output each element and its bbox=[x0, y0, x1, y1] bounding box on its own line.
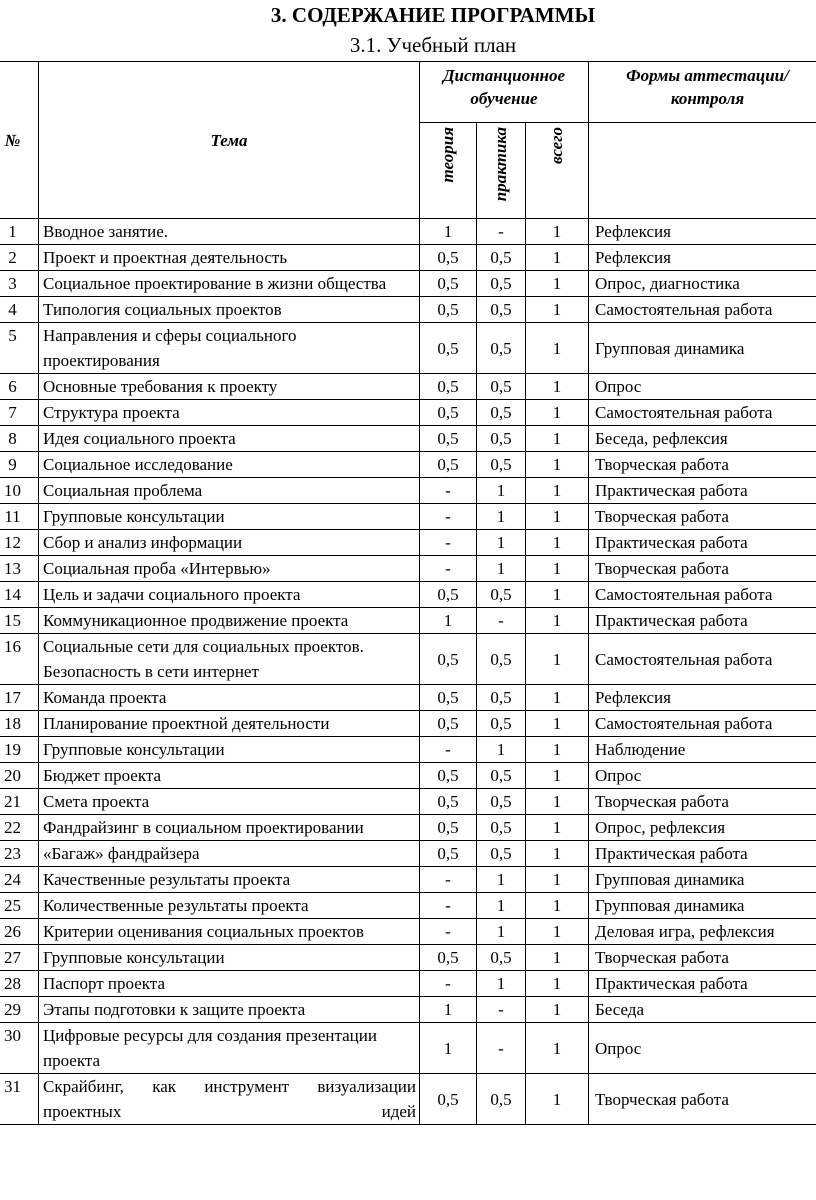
row-total: 1 bbox=[526, 219, 589, 245]
row-total: 1 bbox=[526, 867, 589, 893]
row-total: 1 bbox=[526, 841, 589, 867]
row-total: 1 bbox=[526, 893, 589, 919]
row-form: Беседа bbox=[589, 997, 816, 1023]
table-row bbox=[0, 245, 816, 271]
table-row bbox=[0, 841, 816, 867]
header-forms: Формы аттестации/ контроля bbox=[589, 62, 816, 123]
row-total: 1 bbox=[526, 297, 589, 323]
table-row bbox=[0, 971, 816, 997]
row-number: 30 bbox=[0, 1023, 39, 1074]
row-topic: Команда проекта bbox=[39, 685, 420, 711]
row-theory: - bbox=[420, 737, 477, 763]
row-number: 17 bbox=[0, 685, 39, 711]
table-row bbox=[0, 400, 816, 426]
row-form: Творческая работа bbox=[589, 504, 816, 530]
row-form: Опрос bbox=[589, 763, 816, 789]
row-practice: 0,5 bbox=[477, 245, 526, 271]
row-total: 1 bbox=[526, 711, 589, 737]
row-topic: Количественные результаты проекта bbox=[39, 893, 420, 919]
table-row bbox=[0, 478, 816, 504]
row-practice: 1 bbox=[477, 504, 526, 530]
row-number: 3 bbox=[0, 271, 39, 297]
row-form: Самостоятельная работа bbox=[589, 634, 816, 685]
row-topic: Проект и проектная деятельность bbox=[39, 245, 420, 271]
row-practice: 0,5 bbox=[477, 452, 526, 478]
row-total: 1 bbox=[526, 971, 589, 997]
row-topic: Цель и задачи социального проекта bbox=[39, 582, 420, 608]
row-number: 12 bbox=[0, 530, 39, 556]
row-practice: 0,5 bbox=[477, 789, 526, 815]
curriculum-table-body bbox=[0, 219, 816, 1125]
row-total: 1 bbox=[526, 400, 589, 426]
row-form: Самостоятельная работа bbox=[589, 711, 816, 737]
row-topic: Групповые консультации bbox=[39, 737, 420, 763]
row-total: 1 bbox=[526, 608, 589, 634]
section-title: 3. СОДЕРЖАНИЕ ПРОГРАММЫ bbox=[270, 3, 596, 27]
row-theory: 0,5 bbox=[420, 945, 477, 971]
row-topic: Типология социальных проектов bbox=[39, 297, 420, 323]
table-row bbox=[0, 634, 816, 685]
row-theory: 0,5 bbox=[420, 789, 477, 815]
row-theory: 0,5 bbox=[420, 685, 477, 711]
row-practice: 0,5 bbox=[477, 763, 526, 789]
row-theory: 0,5 bbox=[420, 245, 477, 271]
row-topic: Планирование проектной деятельности bbox=[39, 711, 420, 737]
row-practice: - bbox=[477, 219, 526, 245]
row-total: 1 bbox=[526, 789, 589, 815]
table-row bbox=[0, 919, 816, 945]
row-practice: 0,5 bbox=[477, 374, 526, 400]
row-practice: - bbox=[477, 608, 526, 634]
row-number: 18 bbox=[0, 711, 39, 737]
row-practice: 1 bbox=[477, 530, 526, 556]
row-form: Творческая работа bbox=[589, 945, 816, 971]
row-practice: 0,5 bbox=[477, 685, 526, 711]
row-theory: 1 bbox=[420, 997, 477, 1023]
row-practice: 0,5 bbox=[477, 323, 526, 374]
row-number: 29 bbox=[0, 997, 39, 1023]
row-topic: Социальное проектирование в жизни общества bbox=[39, 271, 420, 297]
row-total: 1 bbox=[526, 478, 589, 504]
row-practice: 0,5 bbox=[477, 1074, 526, 1125]
row-theory: 1 bbox=[420, 608, 477, 634]
row-topic: Скрайбинг, как инструмент визуализации проектных идей bbox=[39, 1074, 420, 1125]
row-total: 1 bbox=[526, 763, 589, 789]
row-practice: - bbox=[477, 997, 526, 1023]
table-row bbox=[0, 815, 816, 841]
row-practice: 0,5 bbox=[477, 815, 526, 841]
row-number: 1 bbox=[0, 219, 39, 245]
table-row bbox=[0, 374, 816, 400]
row-theory: 0,5 bbox=[420, 711, 477, 737]
row-total: 1 bbox=[526, 245, 589, 271]
table-row bbox=[0, 297, 816, 323]
row-theory: 0,5 bbox=[420, 841, 477, 867]
row-total: 1 bbox=[526, 737, 589, 763]
row-theory: 0,5 bbox=[420, 452, 477, 478]
table-row bbox=[0, 893, 816, 919]
row-practice: 1 bbox=[477, 737, 526, 763]
row-topic: Качественные результаты проекта bbox=[39, 867, 420, 893]
row-number: 28 bbox=[0, 971, 39, 997]
header-practice-cell bbox=[477, 123, 526, 219]
row-number: 16 bbox=[0, 634, 39, 685]
row-number: 4 bbox=[0, 297, 39, 323]
row-practice: 0,5 bbox=[477, 582, 526, 608]
row-practice: 0,5 bbox=[477, 400, 526, 426]
row-form: Практическая работа bbox=[589, 478, 816, 504]
row-number: 31 bbox=[0, 1074, 39, 1125]
table-row bbox=[0, 789, 816, 815]
row-theory: 0,5 bbox=[420, 1074, 477, 1125]
row-form: Рефлексия bbox=[589, 245, 816, 271]
table-row bbox=[0, 608, 816, 634]
row-form: Практическая работа bbox=[589, 971, 816, 997]
row-theory: - bbox=[420, 478, 477, 504]
row-theory: 0,5 bbox=[420, 400, 477, 426]
row-practice: 0,5 bbox=[477, 841, 526, 867]
table-row bbox=[0, 582, 816, 608]
table-row bbox=[0, 219, 816, 245]
header-practice: практика bbox=[491, 127, 510, 202]
row-number: 19 bbox=[0, 737, 39, 763]
table-row bbox=[0, 452, 816, 478]
row-form: Творческая работа bbox=[589, 452, 816, 478]
row-form: Опрос bbox=[589, 1023, 816, 1074]
row-number: 25 bbox=[0, 893, 39, 919]
table-row bbox=[0, 426, 816, 452]
row-form: Групповая динамика bbox=[589, 867, 816, 893]
row-topic: Основные требования к проекту bbox=[39, 374, 420, 400]
row-total: 1 bbox=[526, 323, 589, 374]
row-number: 27 bbox=[0, 945, 39, 971]
row-theory: 0,5 bbox=[420, 582, 477, 608]
row-theory: 0,5 bbox=[420, 297, 477, 323]
row-number: 22 bbox=[0, 815, 39, 841]
row-total: 1 bbox=[526, 556, 589, 582]
row-form: Наблюдение bbox=[589, 737, 816, 763]
row-topic: Фандрайзинг в социальном проектировании bbox=[39, 815, 420, 841]
row-theory: - bbox=[420, 556, 477, 582]
row-practice: 1 bbox=[477, 556, 526, 582]
row-practice: 1 bbox=[477, 919, 526, 945]
row-total: 1 bbox=[526, 634, 589, 685]
row-total: 1 bbox=[526, 1074, 589, 1125]
row-number: 23 bbox=[0, 841, 39, 867]
row-number: 10 bbox=[0, 478, 39, 504]
row-practice: 0,5 bbox=[477, 711, 526, 737]
row-number: 20 bbox=[0, 763, 39, 789]
header-topic: Тема bbox=[39, 62, 420, 219]
row-theory: - bbox=[420, 867, 477, 893]
row-topic: Групповые консультации bbox=[39, 504, 420, 530]
row-number: 14 bbox=[0, 582, 39, 608]
row-theory: - bbox=[420, 971, 477, 997]
table-row bbox=[0, 763, 816, 789]
row-topic: Структура проекта bbox=[39, 400, 420, 426]
row-total: 1 bbox=[526, 504, 589, 530]
row-form: Практическая работа bbox=[589, 608, 816, 634]
curriculum-table bbox=[0, 61, 816, 1125]
table-row bbox=[0, 997, 816, 1023]
table-row bbox=[0, 556, 816, 582]
row-total: 1 bbox=[526, 685, 589, 711]
row-theory: - bbox=[420, 893, 477, 919]
row-form: Рефлексия bbox=[589, 685, 816, 711]
row-theory: 0,5 bbox=[420, 763, 477, 789]
row-practice: 1 bbox=[477, 893, 526, 919]
row-form: Беседа, рефлексия bbox=[589, 426, 816, 452]
row-theory: 1 bbox=[420, 219, 477, 245]
row-form: Практическая работа bbox=[589, 841, 816, 867]
row-total: 1 bbox=[526, 1023, 589, 1074]
row-topic: Социальное исследование bbox=[39, 452, 420, 478]
table-row bbox=[0, 530, 816, 556]
header-theory-cell bbox=[420, 123, 477, 219]
row-practice: 1 bbox=[477, 971, 526, 997]
row-number: 7 bbox=[0, 400, 39, 426]
row-total: 1 bbox=[526, 271, 589, 297]
row-total: 1 bbox=[526, 815, 589, 841]
row-topic: «Багаж» фандрайзера bbox=[39, 841, 420, 867]
row-practice: 0,5 bbox=[477, 426, 526, 452]
row-topic: Социальные сети для социальных проектов. Безопасность в сети интернет bbox=[39, 634, 420, 685]
row-number: 13 bbox=[0, 556, 39, 582]
row-theory: 0,5 bbox=[420, 815, 477, 841]
header-total: всего bbox=[547, 127, 566, 165]
row-practice: 0,5 bbox=[477, 297, 526, 323]
row-topic: Социальная проблема bbox=[39, 478, 420, 504]
row-topic: Направления и сферы социального проектирования bbox=[39, 323, 420, 374]
row-form: Практическая работа bbox=[589, 530, 816, 556]
row-form: Творческая работа bbox=[589, 556, 816, 582]
header-num: № bbox=[0, 62, 39, 219]
row-form: Самостоятельная работа bbox=[589, 400, 816, 426]
table-row bbox=[0, 1023, 816, 1074]
row-number: 26 bbox=[0, 919, 39, 945]
row-form: Творческая работа bbox=[589, 789, 816, 815]
row-topic: Групповые консультации bbox=[39, 945, 420, 971]
row-topic: Бюджет проекта bbox=[39, 763, 420, 789]
row-topic: Вводное занятие. bbox=[39, 219, 420, 245]
row-form: Самостоятельная работа bbox=[589, 582, 816, 608]
row-number: 8 bbox=[0, 426, 39, 452]
row-total: 1 bbox=[526, 582, 589, 608]
row-number: 15 bbox=[0, 608, 39, 634]
header-theory: теория bbox=[438, 127, 457, 183]
section-subtitle: 3.1. Учебный план bbox=[349, 33, 517, 57]
table-row bbox=[0, 504, 816, 530]
row-practice: 1 bbox=[477, 478, 526, 504]
row-practice: 0,5 bbox=[477, 271, 526, 297]
row-theory: 1 bbox=[420, 1023, 477, 1074]
row-topic: Идея социального проекта bbox=[39, 426, 420, 452]
row-form: Опрос, рефлексия bbox=[589, 815, 816, 841]
row-topic: Сбор и анализ информации bbox=[39, 530, 420, 556]
row-number: 21 bbox=[0, 789, 39, 815]
row-form: Самостоятельная работа bbox=[589, 297, 816, 323]
row-topic: Этапы подготовки к защите проекта bbox=[39, 997, 420, 1023]
row-number: 5 bbox=[0, 323, 39, 374]
table-row bbox=[0, 737, 816, 763]
table-row bbox=[0, 1074, 816, 1125]
header-total-cell bbox=[526, 123, 589, 219]
row-practice: 0,5 bbox=[477, 945, 526, 971]
row-form: Опрос bbox=[589, 374, 816, 400]
row-practice: - bbox=[477, 1023, 526, 1074]
row-topic: Критерии оценивания социальных проектов bbox=[39, 919, 420, 945]
row-theory: 0,5 bbox=[420, 374, 477, 400]
row-form: Рефлексия bbox=[589, 219, 816, 245]
row-theory: - bbox=[420, 504, 477, 530]
row-form: Опрос, диагностика bbox=[589, 271, 816, 297]
table-row bbox=[0, 323, 816, 374]
row-theory: 0,5 bbox=[420, 323, 477, 374]
row-form: Групповая динамика bbox=[589, 323, 816, 374]
row-form: Творческая работа bbox=[589, 1074, 816, 1125]
header-distance: Дистанционное обучение bbox=[420, 62, 589, 123]
row-total: 1 bbox=[526, 945, 589, 971]
row-number: 6 bbox=[0, 374, 39, 400]
row-theory: 0,5 bbox=[420, 271, 477, 297]
row-theory: 0,5 bbox=[420, 426, 477, 452]
row-form: Деловая игра, рефлексия bbox=[589, 919, 816, 945]
table-row bbox=[0, 945, 816, 971]
row-topic: Социальная проба «Интервью» bbox=[39, 556, 420, 582]
row-topic: Смета проекта bbox=[39, 789, 420, 815]
row-theory: 0,5 bbox=[420, 634, 477, 685]
row-total: 1 bbox=[526, 997, 589, 1023]
row-topic: Коммуникационное продвижение проекта bbox=[39, 608, 420, 634]
row-total: 1 bbox=[526, 452, 589, 478]
row-topic: Паспорт проекта bbox=[39, 971, 420, 997]
table-row bbox=[0, 867, 816, 893]
row-total: 1 bbox=[526, 530, 589, 556]
table-row bbox=[0, 271, 816, 297]
row-form: Групповая динамика bbox=[589, 893, 816, 919]
row-theory: - bbox=[420, 919, 477, 945]
table-row bbox=[0, 685, 816, 711]
row-number: 24 bbox=[0, 867, 39, 893]
table-row bbox=[0, 711, 816, 737]
row-practice: 0,5 bbox=[477, 634, 526, 685]
row-theory: - bbox=[420, 530, 477, 556]
row-total: 1 bbox=[526, 374, 589, 400]
row-total: 1 bbox=[526, 426, 589, 452]
row-number: 11 bbox=[0, 504, 39, 530]
header-forms-empty bbox=[589, 123, 816, 219]
row-total: 1 bbox=[526, 919, 589, 945]
row-topic: Цифровые ресурсы для создания презентации проекта bbox=[39, 1023, 420, 1074]
row-number: 2 bbox=[0, 245, 39, 271]
row-practice: 1 bbox=[477, 867, 526, 893]
row-number: 9 bbox=[0, 452, 39, 478]
